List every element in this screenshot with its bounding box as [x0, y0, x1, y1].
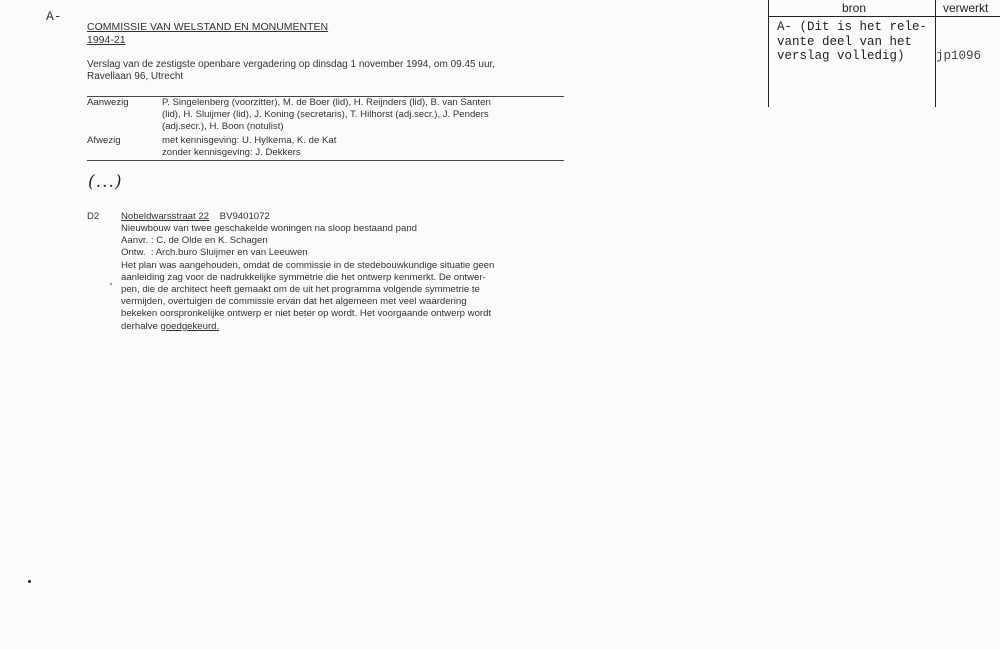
item-code: D2	[87, 211, 100, 222]
absent-list	[162, 135, 562, 159]
attendance-bottom-rule	[87, 160, 564, 161]
absent-line: zonder kennisgeving: J. Dekkers	[162, 147, 301, 159]
present-line: P. Singelenberg (voorzitter), M. de Boer (lid), H. Reijnders (lid), B. van Santen	[162, 97, 491, 108]
table-header-rule	[768, 16, 1000, 17]
item-body	[121, 223, 561, 333]
item-heading	[121, 211, 270, 223]
item-reference: BV9401072	[219, 211, 270, 222]
column-header-bron: bron	[842, 1, 867, 15]
source-table	[768, 0, 1000, 107]
verwerkt-value: jp1096	[936, 49, 982, 63]
meeting-number: 1994-21	[87, 34, 126, 46]
bron-line: A- (Dit is het rele-	[777, 20, 928, 34]
item-body-line: bekeken oorspronkelijke ontwerp er niet beter op wordt. Het voorgaande ontwerp wordt	[121, 308, 492, 320]
present-line: (lid), H. Sluijmer (lid), J. Koning (secretaris), T. Hilhorst (adj.secr.), J. Penders	[162, 109, 489, 121]
bron-line: verslag volledig)	[777, 49, 905, 63]
item-body-line: aanleiding zag voor de nadrukkelijke symmetrie die het ontwerp kenmerkt. De ontwer-	[121, 271, 486, 283]
item-designer: Ontw. : Arch.buro Sluijmer en van Leeuwen	[121, 247, 308, 259]
absent-line: met kennisgeving: U. Hylkema, K. de Kat	[162, 135, 337, 146]
bron-line: vante deel van het	[777, 34, 913, 49]
item-applicant: Aanvr. : C. de Olde en K. Schagen	[121, 235, 268, 247]
item-body-line: pen, die de architect heeft gemaakt om de uit het programma volgende symmetrie te	[121, 284, 480, 296]
scan-speck	[110, 283, 112, 285]
item-final-line	[121, 321, 561, 333]
present-label: Aanwezig	[87, 97, 129, 108]
report-line-1: Verslag van de zestigste openbare vergadering op dinsdag 1 november 1994, om 09.45 uur,	[87, 59, 496, 70]
item-body-line: Het plan was aangehouden, omdat de commissie in de stedebouwkundige situatie geen	[121, 259, 495, 271]
handwritten-ellipsis: (...)	[88, 172, 123, 192]
item-decision: goedgekeurd.	[160, 320, 220, 332]
margin-mark: A-	[46, 9, 62, 24]
committee-title: COMMISSIE VAN WELSTAND EN MONUMENTEN	[87, 21, 329, 33]
scan-speck	[28, 580, 31, 583]
present-list	[162, 97, 562, 134]
item-description: Nieuwbouw van twee geschakelde woningen na sloop bestaand pand	[121, 223, 418, 234]
item-final-prefix: derhalve	[121, 320, 158, 332]
report-line-2: Ravellaan 96, Utrecht	[87, 71, 184, 82]
item-body-line: vermijden, overtuigen de commissie ervan dat het algemeen met veel waardering	[121, 296, 467, 308]
bron-note	[777, 20, 927, 64]
column-header-verwerkt: verwerkt	[943, 1, 989, 15]
absent-label: Afwezig	[87, 135, 121, 146]
item-street: Nobeldwarsstraat 22	[121, 211, 209, 222]
present-line: (adj.secr.), H. Boon (notulist)	[162, 121, 284, 133]
